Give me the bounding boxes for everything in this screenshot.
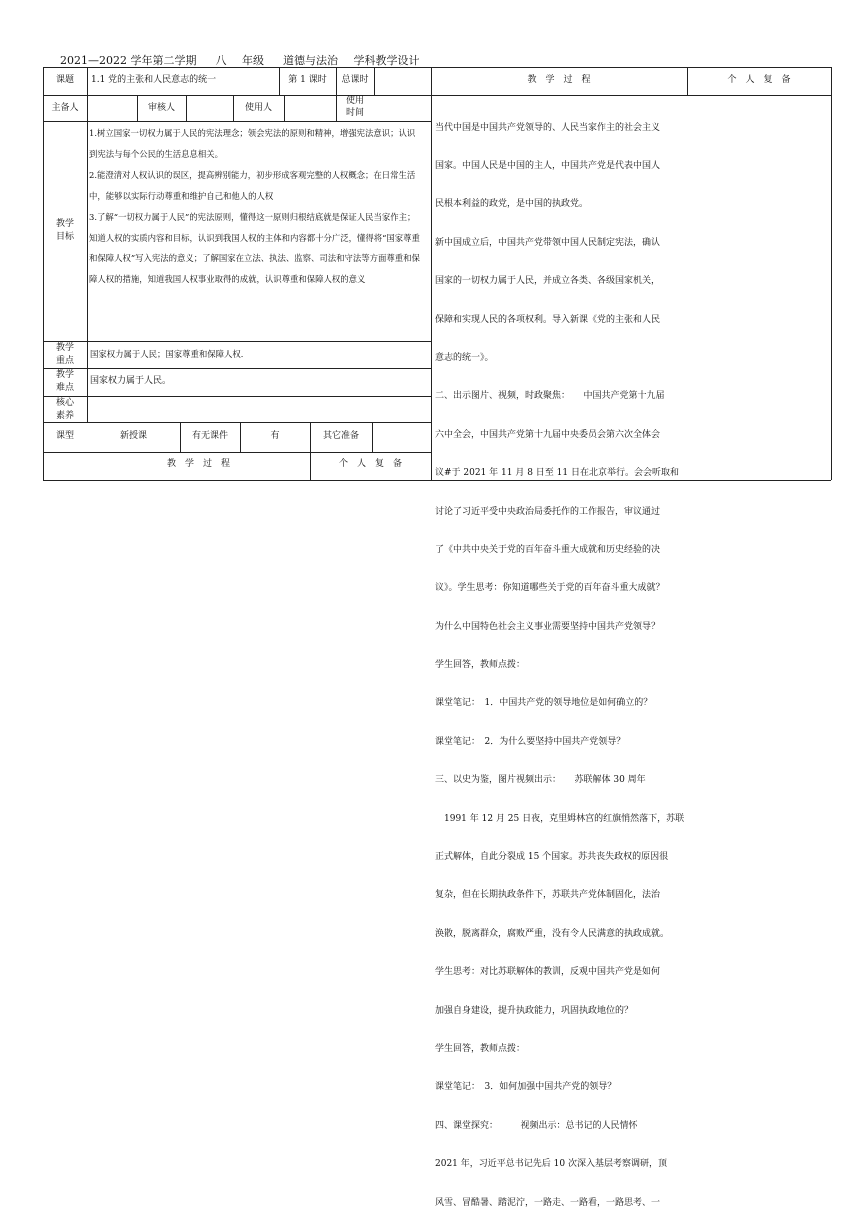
use-time-label-line2: 时间 bbox=[345, 108, 364, 118]
objective-item: 2.能澄清对人权认识的误区，提高辨别能力，初步形成客观完整的人权概念；在日常生活中，能够以实际行动尊重和维护自己和他人的人权 bbox=[89, 169, 416, 201]
table-col-divider bbox=[87, 67, 88, 422]
table-col-divider bbox=[431, 67, 432, 480]
process-line: 三、以史为鉴，图片视频出示： 苏联解体 30 周年 bbox=[435, 775, 646, 786]
process-line: 了《中共中央关于党的百年奋斗重大成就和历史经验的决 bbox=[435, 544, 661, 555]
topic-label: 课题 bbox=[55, 75, 74, 85]
objectives-label bbox=[43, 218, 87, 244]
user-label: 使用人 bbox=[244, 103, 272, 113]
table-row-divider bbox=[43, 396, 431, 397]
other-preparation-label: 其它准备 bbox=[322, 431, 359, 441]
process-line: 课堂笔记： 3．如何加强中国共产党的领导？ bbox=[435, 1082, 617, 1093]
process-line: 涣散，脱离群众，腐败严重，没有令人民满意的执政成就。 bbox=[435, 928, 670, 939]
process-line: 保障和实现人民的各项权利。导入新课《党的主张和人民 bbox=[435, 314, 661, 325]
process-line: 正式解体，自此分裂成 15 个国家。苏共丧失政权的原因很 bbox=[435, 852, 669, 863]
process-line: 课堂笔记： 2．为什么要坚持中国共产党领导？ bbox=[435, 736, 626, 747]
table-row-divider bbox=[43, 368, 431, 369]
process-line: 复杂，但在长期执政条件下，苏联共产党体制固化，法治 bbox=[435, 890, 661, 901]
total-lessons-label: 总课时 bbox=[341, 75, 369, 85]
table-col-divider bbox=[374, 67, 375, 95]
preparer-label: 主备人 bbox=[51, 103, 79, 113]
subject-value: 道德与法治 bbox=[268, 55, 354, 68]
grade-suffix: 年级 bbox=[242, 54, 264, 67]
key-points-label-line1: 教学 bbox=[55, 343, 74, 353]
process-line: 为什么中国特色社会主义事业需要坚持中国共产党领导？ bbox=[435, 621, 661, 632]
bottom-process-header: 教 学 过 程 bbox=[166, 459, 230, 469]
process-line: 加强自身建设，提升执政能力，巩固执政地位的？ bbox=[435, 1005, 634, 1016]
table-row-divider bbox=[43, 341, 431, 342]
process-line: 学生思考：对比苏联解体的教训，反观中国共产党是如何 bbox=[435, 967, 661, 978]
review-header: 个 人 复 备 bbox=[727, 75, 791, 85]
table-top-border bbox=[43, 67, 831, 68]
process-line: 国家的一切权力属于人民，并成立各类、各级国家机关， bbox=[435, 276, 661, 287]
objectives-text bbox=[89, 123, 421, 290]
use-time-label bbox=[336, 95, 374, 119]
header-suffix: 学科教学设计 bbox=[353, 54, 420, 67]
difficulty-label-line1: 教学 bbox=[55, 370, 74, 380]
process-line: 国家。中国人民是中国的主人，中国共产党是代表中国人 bbox=[435, 160, 661, 171]
objective-item: 1.树立国家一切权力属于人民的宪法理念；领会宪法的原则和精神，增强宪法意识；认识到宪法与每个公民的生活息息相关。 bbox=[89, 128, 416, 159]
process-line: 2021 年，习近平总书记先后 10 次深入基层考察调研，顶 bbox=[435, 1159, 667, 1170]
process-line: 当代中国是中国共产党领导的、人民当家作主的社会主义 bbox=[435, 122, 661, 133]
table-col-divider bbox=[372, 422, 373, 452]
process-line: 新中国成立后，中国共产党带领中国人民制定宪法，确认 bbox=[435, 237, 661, 248]
objectives-label-line1: 教学 bbox=[55, 219, 74, 229]
process-line: 六中全会，中国共产党第十九届中央委员会第六次全体会 bbox=[435, 429, 661, 440]
use-time-label-line1: 使用 bbox=[345, 96, 364, 106]
process-line: 讨论了习近平受中央政治局委托作的工作报告，审议通过 bbox=[435, 506, 661, 517]
table-row-divider bbox=[43, 452, 431, 453]
process-line: 四、课堂探究： 视频出示：总书记的人民情怀 bbox=[435, 1120, 638, 1131]
process-line: 意志的统一》。 bbox=[435, 352, 494, 363]
core-literacy-label bbox=[43, 397, 87, 422]
table-col-divider bbox=[186, 95, 187, 121]
core-literacy-label-line2: 素养 bbox=[55, 410, 74, 421]
process-line: 议》。学生思考：你知道哪些关于党的百年奋斗重大成就？ bbox=[435, 583, 665, 594]
topic-value: 1.1 党的主张和人民意志的统一 bbox=[91, 75, 217, 85]
document-header bbox=[60, 52, 420, 68]
process-line: 学生回答，教师点拨： bbox=[435, 660, 526, 671]
process-line: 议#于 2021 年 11 月 8 日至 11 日在北京举行。会会听取和 bbox=[435, 468, 679, 479]
key-points-label-line2: 重点 bbox=[55, 355, 74, 366]
process-line: 二、出示图片、视频，时政聚焦： 中国共产党第十九届 bbox=[435, 391, 665, 402]
bottom-review-header: 个 人 复 备 bbox=[338, 459, 402, 469]
reviewer-label: 审核人 bbox=[147, 103, 175, 113]
objectives-label-line2: 目标 bbox=[55, 232, 74, 242]
table-right-border bbox=[831, 67, 832, 480]
grade-value: 八 bbox=[200, 55, 242, 68]
table-row-divider bbox=[43, 121, 431, 122]
teaching-process-text bbox=[435, 96, 697, 1214]
difficulty-label bbox=[43, 369, 87, 395]
lesson-number: 第 1 课时 bbox=[288, 75, 327, 85]
process-header: 教 学 过 程 bbox=[527, 75, 591, 85]
process-line: 民根本利益的政党，是中国的执政党。 bbox=[435, 199, 589, 210]
core-literacy-label-line1: 核心 bbox=[55, 398, 74, 408]
courseware-value: 有 bbox=[270, 431, 280, 441]
lesson-type-value: 新授课 bbox=[119, 431, 147, 441]
objective-item: 3.了解“一切权力属于人民”的宪法原则，懂得这一原则归根结底就是保证人民当家作主；知道人权的实质内容和目标，认识到我国人权的主体和内容都十分广泛，懂得将“国家尊重和保障人权”写入宪法的意义；了解国家在立法、执法、监察、司法和守法等方面尊重和保障人权的措施，知道我国人权事业取得的成就，认识尊重和保障人权的意义 bbox=[89, 211, 420, 285]
process-line: 1991 年 12 月 25 日夜，克里姆林宫的红旗悄然落下，苏联 bbox=[435, 813, 685, 824]
courseware-label: 有无课件 bbox=[191, 431, 228, 441]
key-points-value: 国家权力属于人民；国家尊重和保障人权． bbox=[90, 349, 250, 359]
difficulty-value: 国家权力属于人民。 bbox=[90, 376, 172, 386]
process-line: 学生回答，教师点拨： bbox=[435, 1043, 526, 1054]
semester-text: 2021—2022 学年第二学期 bbox=[60, 54, 197, 67]
process-line: 课堂笔记： 1．中国共产党的领导地位是如何确立的？ bbox=[435, 698, 653, 709]
key-points-label bbox=[43, 342, 87, 367]
lesson-type-label: 课型 bbox=[55, 431, 74, 441]
difficulty-label-line2: 难点 bbox=[55, 383, 74, 393]
table-col-divider bbox=[284, 95, 285, 121]
process-line: 风雪、冒酷暑、踏泥泞，一路走、一路看，一路思考、一 bbox=[435, 1197, 661, 1208]
